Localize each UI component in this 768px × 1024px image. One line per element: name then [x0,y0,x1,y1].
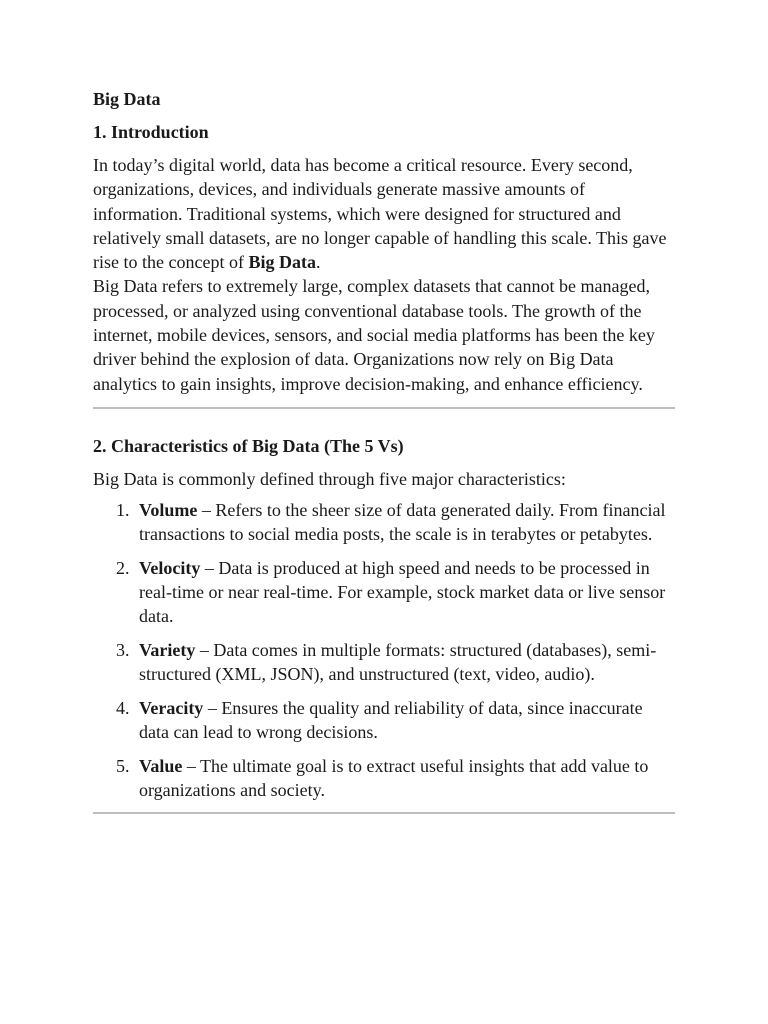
list-item-term: Variety [139,640,196,661]
document-page [93,87,675,814]
characteristics-list [93,498,675,802]
intro-paragraph-1-text: In today’s digital world, data has become a critical resource. Every second, organizations, devices, and individuals generate massive amounts of information. Traditional systems, which were designed for structured and relatively small datasets, are no longer capable of handling this scale. This gave rise to the concept of [93,155,667,273]
list-item-number: 1. [116,500,130,521]
list-item-number: 5. [116,756,130,777]
intro-paragraph-1-bold-term: Big Data [248,252,316,273]
list-item-description: – Data comes in multiple formats: structured (databases), semi-structured (XML, JSON), and unstructured (text, video, audio). [139,640,657,685]
list-item [93,556,675,628]
list-item-number: 3. [116,640,130,661]
list-item-term: Volume [139,500,198,521]
list-item-description: – Ensures the quality and reliability of data, since inaccurate data can lead to wrong decisions. [139,698,643,743]
list-item-description: – Refers to the sheer size of data generated daily. From financial transactions to social media posts, the scale is in terabytes or petabytes. [139,500,666,545]
section-divider [93,812,675,814]
list-item-description: – Data is produced at high speed and needs to be processed in real-time or near real-time. For example, stock market data or live sensor data. [139,558,666,627]
list-item [93,696,675,744]
list-item-number: 2. [116,558,130,579]
intro-paragraph-1 [93,153,675,274]
list-item [93,498,675,546]
section-heading-introduction: 1. Introduction [93,122,209,142]
document-title: Big Data [93,89,161,109]
list-item-number: 4. [116,698,130,719]
intro-paragraph-1-end: . [315,252,321,273]
list-item [93,638,675,686]
list-item-term: Velocity [139,558,201,579]
list-item-description: – The ultimate goal is to extract useful insights that add value to organizations and society. [139,756,649,801]
intro-paragraph-2: Big Data refers to extremely large, complex datasets that cannot be managed, processed, or analyzed using conventional database tools. The growth of the internet, mobile devices, sensors, and social media platforms has been the key driver behind the explosion of data. Organizations now rely on Big Data analytics to gain insights, improve decision-making, and enhance efficiency. [93,276,655,394]
section-heading-characteristics: 2. Characteristics of Big Data (The 5 Vs) [93,435,404,456]
section-divider [93,407,675,409]
list-item-term: Veracity [139,698,204,719]
list-item-term: Value [139,756,183,777]
list-item [93,754,675,802]
characteristics-lead: Big Data is commonly defined through five major characteristics: [93,468,566,489]
